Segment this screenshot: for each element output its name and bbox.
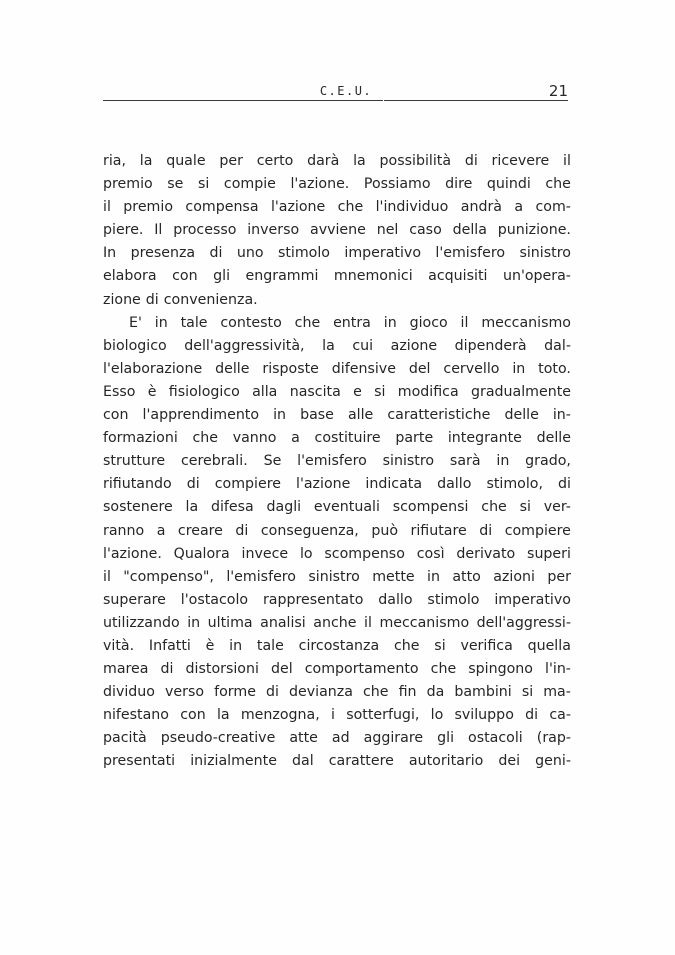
word: verifica	[460, 637, 513, 654]
text-line	[103, 358, 571, 381]
word: la	[185, 499, 199, 516]
word: in	[229, 637, 243, 654]
word: gli	[437, 730, 455, 747]
word: caso	[409, 222, 442, 239]
text-line	[103, 335, 571, 358]
text-line	[103, 150, 571, 173]
word: se	[167, 176, 184, 193]
text-line	[103, 589, 571, 612]
text-line	[103, 381, 571, 404]
word: "compenso",	[123, 568, 214, 585]
word: atte	[289, 730, 318, 747]
text-line	[103, 681, 571, 704]
word: E'	[129, 314, 142, 331]
word: stimolo	[427, 591, 480, 608]
word: menzogna,	[240, 707, 320, 724]
word: comportamento	[304, 661, 419, 678]
word: Esso	[103, 383, 136, 400]
text-line	[103, 520, 571, 543]
word: il	[103, 568, 111, 585]
word: di	[464, 153, 478, 169]
word: per	[219, 153, 243, 169]
word: fin	[398, 684, 417, 701]
word: di	[209, 245, 223, 262]
word: Infatti	[148, 637, 191, 654]
word: imperativo	[494, 591, 571, 608]
word: rifiutando	[103, 476, 172, 493]
word: inizialmente	[190, 753, 277, 770]
word: quale	[166, 153, 206, 169]
word: inverso	[247, 222, 300, 239]
word: il	[563, 153, 571, 169]
word: grado,	[525, 453, 571, 470]
word: forme	[214, 684, 256, 701]
word: in	[154, 314, 168, 331]
word: in	[187, 614, 201, 631]
word: strutture	[103, 453, 166, 470]
text-line	[103, 635, 571, 658]
word: l'individuo	[375, 199, 449, 216]
text-line	[103, 473, 571, 496]
word: stimolo,	[486, 476, 543, 493]
word: dal-	[544, 337, 571, 354]
word: possibilità	[379, 153, 452, 169]
word: del	[408, 360, 431, 377]
word: sostenere	[103, 499, 173, 516]
word: a	[514, 199, 524, 216]
word: con	[172, 268, 198, 285]
text-line	[103, 704, 571, 727]
word: nel	[376, 222, 399, 239]
word: engrammi	[245, 268, 319, 285]
word: sarà	[449, 453, 481, 470]
word: l'emisfero	[226, 568, 296, 585]
word: darà	[307, 153, 340, 169]
word: che	[393, 637, 420, 654]
word: dire	[445, 176, 473, 193]
word: In	[103, 245, 117, 262]
word: premio	[103, 176, 153, 193]
word: l'apprendimento	[142, 407, 260, 424]
word: che	[481, 499, 507, 516]
word: lo	[299, 545, 313, 562]
word: spingono	[468, 661, 533, 678]
word: di	[266, 684, 279, 701]
word: che	[545, 176, 571, 193]
word: ria,	[103, 153, 126, 169]
word: l'azione.	[103, 545, 162, 562]
word: Il	[154, 222, 163, 239]
word: a	[156, 522, 166, 539]
word: delle	[215, 360, 250, 377]
word: meccanismo	[481, 314, 571, 331]
word: dallo	[378, 591, 413, 608]
word: i	[330, 707, 335, 724]
word: di	[160, 661, 174, 678]
word: l'in-	[545, 661, 571, 678]
word: analisi	[260, 614, 306, 631]
word: Se	[263, 453, 282, 470]
word: mnemonici	[333, 268, 413, 285]
text-line	[103, 312, 571, 335]
word: risposte	[262, 360, 319, 377]
word: in	[273, 407, 287, 424]
text-line	[103, 196, 571, 219]
word: scompenso	[324, 545, 405, 562]
text-line	[103, 219, 571, 242]
word: uno	[236, 245, 264, 262]
word: è	[147, 383, 157, 400]
text-line	[103, 242, 571, 265]
word: zione	[103, 291, 141, 308]
word: di	[235, 522, 249, 539]
word: atto	[452, 568, 481, 585]
word: compiere	[504, 522, 571, 539]
word: (rap-	[536, 730, 571, 747]
word: scompensi	[392, 499, 469, 516]
word: con	[180, 707, 206, 724]
word: bambini	[454, 684, 512, 701]
word: di	[479, 522, 493, 539]
text-line	[103, 450, 571, 473]
word: contesto	[220, 314, 282, 331]
header-rule-left	[103, 100, 383, 101]
word: biologico	[103, 337, 167, 354]
word: derivato	[456, 545, 516, 562]
text-line	[103, 612, 571, 635]
word: creare	[177, 522, 223, 539]
word: ricevere	[491, 153, 550, 169]
word: ranno	[103, 522, 145, 539]
word: per	[547, 568, 571, 585]
text-line	[103, 727, 571, 750]
word: pacità	[103, 730, 147, 747]
word: l'azione.	[290, 176, 350, 193]
word: vanno	[232, 430, 277, 447]
word: dallo	[437, 476, 472, 493]
word: alla	[252, 383, 278, 400]
word: difesa	[210, 499, 254, 516]
word: avviene	[310, 222, 366, 239]
word: la	[216, 707, 230, 724]
word: ca-	[549, 707, 571, 724]
word: dal	[292, 753, 314, 770]
text-line	[103, 173, 571, 196]
word: verso	[165, 684, 205, 701]
word: integrante	[447, 430, 522, 447]
word: difensive	[331, 360, 396, 377]
word: compie	[223, 176, 276, 193]
word: dagli	[266, 499, 302, 516]
word: aggirare	[363, 730, 424, 747]
word: formazioni	[103, 430, 178, 447]
word: fisiologico	[168, 383, 240, 400]
word: caratteristiche	[387, 407, 491, 424]
word: in-	[552, 407, 571, 424]
word: acquisiti	[428, 268, 488, 285]
word: dipenderà	[454, 337, 527, 354]
word: può	[371, 522, 399, 539]
word: convenienza.	[163, 291, 258, 308]
word: e	[353, 383, 362, 400]
word: sinistro	[519, 245, 571, 262]
word: a	[291, 430, 300, 447]
word: il	[103, 199, 111, 216]
word: Possiamo	[363, 176, 431, 193]
word: che	[294, 314, 321, 331]
word: alle	[347, 407, 374, 424]
word: com-	[535, 199, 571, 216]
word: mette	[372, 568, 415, 585]
word: compiere	[214, 476, 281, 493]
page-number: 21	[548, 82, 568, 100]
word: il	[460, 314, 469, 331]
word: eventuali	[313, 499, 380, 516]
word: si	[374, 383, 386, 400]
word: invece	[241, 545, 289, 562]
word: da	[426, 684, 445, 701]
word: in	[512, 360, 526, 377]
word: in	[383, 314, 397, 331]
word: delle	[536, 430, 571, 447]
word: modifica	[397, 383, 459, 400]
word: distorsioni	[185, 661, 259, 678]
word: di	[525, 707, 539, 724]
word: è	[205, 637, 215, 654]
word: Qualora	[173, 545, 230, 562]
word: l'emisfero	[435, 245, 506, 262]
word: piere.	[103, 222, 144, 239]
word: che	[192, 430, 218, 447]
text-line	[103, 265, 571, 288]
word: si	[197, 176, 210, 193]
word: superi	[527, 545, 571, 562]
word: cervello	[443, 360, 500, 377]
word: vità.	[103, 637, 135, 654]
word: in	[496, 453, 510, 470]
word: rappresentato	[262, 591, 364, 608]
word: marea	[103, 661, 149, 678]
running-head	[103, 84, 568, 104]
word: la	[353, 153, 366, 169]
word: processo	[173, 222, 237, 239]
word: superare	[103, 591, 166, 608]
word: si	[519, 499, 531, 516]
word: stimolo	[277, 245, 330, 262]
word: ver-	[543, 499, 571, 516]
word: lo	[430, 707, 444, 724]
word: ma-	[543, 684, 571, 701]
word: punizione.	[497, 222, 571, 239]
word: l'elaborazione	[103, 360, 203, 377]
word: autoritario	[408, 753, 484, 770]
text-line	[103, 427, 571, 450]
word: base	[300, 407, 334, 424]
word: elabora	[103, 268, 157, 285]
word: che	[362, 684, 389, 701]
word: carattere	[328, 753, 394, 770]
word: cui	[352, 337, 374, 354]
word: premio	[123, 199, 173, 216]
word: presentati	[103, 753, 176, 770]
word: toto.	[538, 360, 571, 377]
word: che	[430, 661, 457, 678]
header-rule-right	[384, 100, 568, 101]
word: meccanismo	[379, 614, 470, 631]
text-line	[103, 404, 571, 427]
word: circostanza	[298, 637, 380, 654]
word: anche	[313, 614, 357, 631]
word: azioni	[493, 568, 535, 585]
text-line	[103, 566, 571, 589]
word: della	[452, 222, 487, 239]
word: di	[558, 476, 571, 493]
word: si	[434, 637, 446, 654]
word: geni-	[535, 753, 571, 770]
word: pseudo-creative	[160, 730, 276, 747]
word: azione	[390, 337, 438, 354]
text-line	[103, 289, 571, 312]
word: presenza	[130, 245, 196, 262]
word: si	[521, 684, 534, 701]
word: sinistro	[308, 568, 360, 585]
word: ultima	[207, 614, 253, 631]
word: cerebrali.	[181, 453, 248, 470]
word: devianza	[289, 684, 353, 701]
text-line	[103, 496, 571, 519]
body-text	[103, 150, 571, 774]
word: gli	[213, 268, 231, 285]
running-title: C.E.U.	[319, 84, 373, 98]
word: di	[186, 476, 200, 493]
word: tale	[180, 314, 208, 331]
word: gioco	[409, 314, 448, 331]
word: nifestano	[103, 707, 169, 724]
word: del	[270, 661, 293, 678]
word: tale	[256, 637, 284, 654]
word: l'azione	[296, 476, 351, 493]
word: sinistro	[382, 453, 435, 470]
word: un'opera-	[502, 268, 571, 285]
word: il	[364, 614, 372, 631]
word: dell'aggressi-	[476, 614, 571, 631]
text-line	[103, 750, 571, 773]
word: imperativo	[344, 245, 421, 262]
word: ad	[331, 730, 350, 747]
text-line	[103, 543, 571, 566]
word: entra	[333, 314, 371, 331]
word: con	[103, 407, 129, 424]
word: certo	[256, 153, 294, 169]
word: costituire	[314, 430, 381, 447]
word: sotterfugi,	[346, 707, 420, 724]
word: utilizzando	[103, 614, 180, 631]
word: conseguenza,	[260, 522, 359, 539]
word: nascita	[289, 383, 341, 400]
word: l'emisfero	[297, 453, 367, 470]
word: compensa	[185, 199, 259, 216]
word: dell'aggressività,	[184, 337, 305, 354]
word: rifiutare	[410, 522, 467, 539]
word: indicata	[365, 476, 423, 493]
word: delle	[504, 407, 539, 424]
word: sviluppo	[454, 707, 514, 724]
word: ostacoli	[468, 730, 523, 747]
word: l'ostacolo	[180, 591, 249, 608]
word: quella	[527, 637, 571, 654]
word: che	[337, 199, 364, 216]
word: così	[416, 545, 445, 562]
word: dividuo	[103, 684, 155, 701]
word: in	[427, 568, 440, 585]
word: la	[139, 153, 153, 169]
word: di	[145, 291, 159, 308]
word: la	[322, 337, 335, 354]
word: gradualmente	[471, 383, 571, 400]
word: dei	[498, 753, 521, 770]
word: andrà	[460, 199, 502, 216]
word: quindi	[486, 176, 531, 193]
word: l'azione	[270, 199, 326, 216]
word: parte	[395, 430, 434, 447]
text-line	[103, 658, 571, 681]
